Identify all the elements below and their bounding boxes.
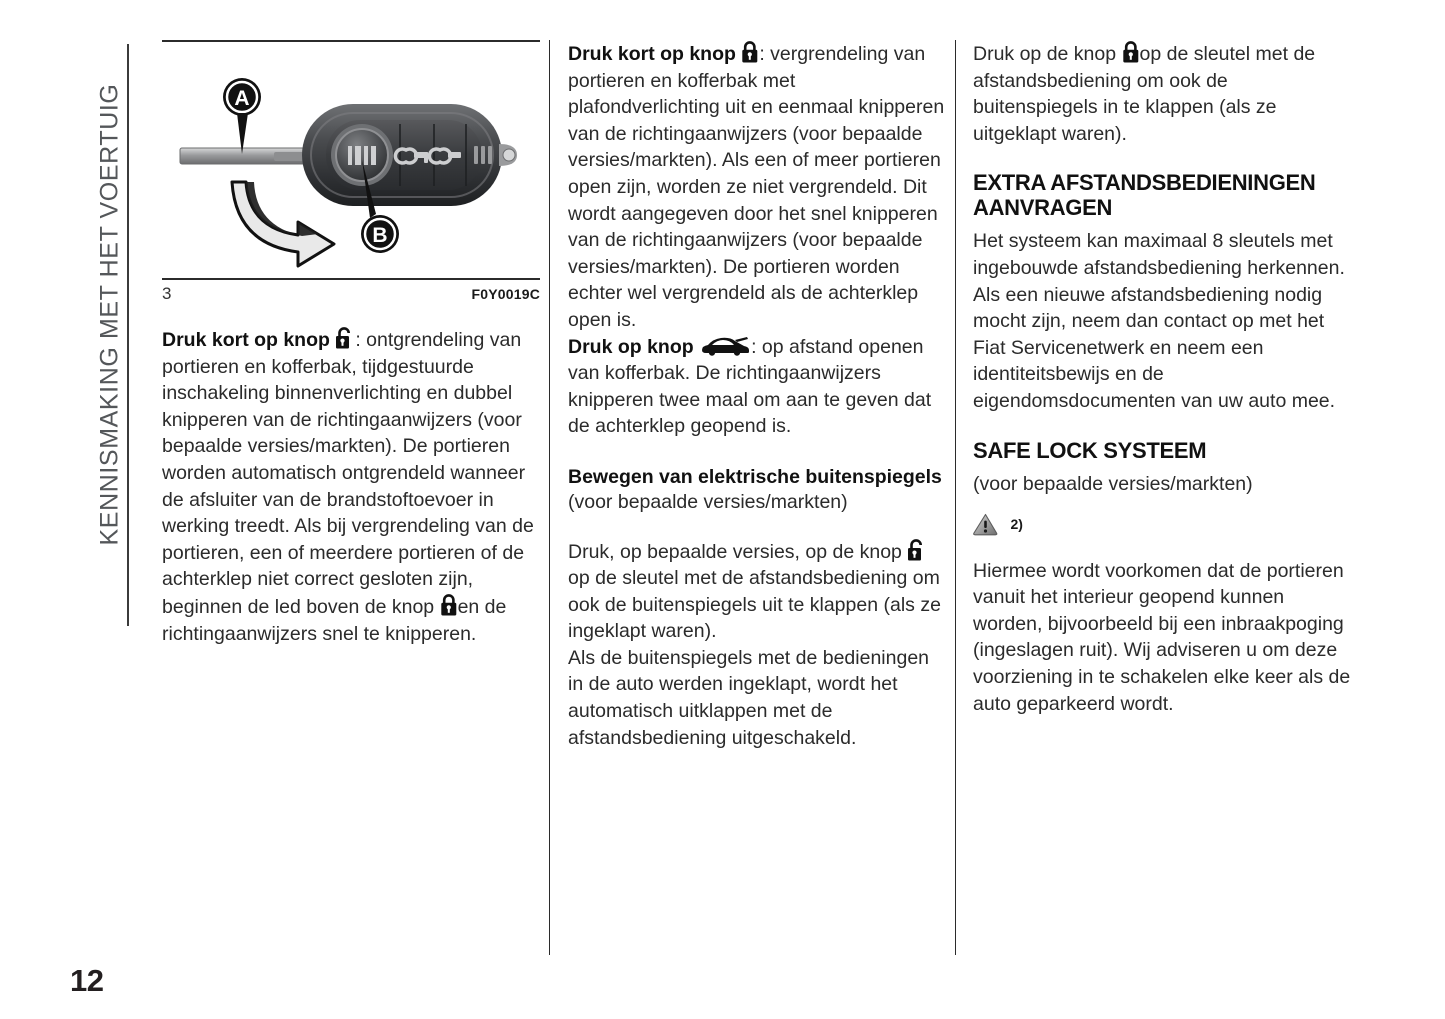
callout-b-label: B [372, 224, 388, 247]
col2-body-3-after: op de sleutel met de afstandsbediening om ook de buitenspiegels uit te klappen (als ze ingeklapt waren). [568, 567, 941, 643]
col2-paragraph-1 [568, 40, 946, 334]
col2-paragraph-2 [568, 334, 946, 440]
chapter-tab-label: KENNISMAKING MET HET VOERTUIG [95, 83, 124, 546]
col2-body-3-before: Druk, op bepaalde versies, op de knop [568, 540, 902, 563]
col3-section-heading-2-note: (voor bepaalde versies/markten) [973, 473, 1253, 496]
figure-image [162, 42, 540, 278]
col2-lead-1: Druk kort op knop [568, 43, 736, 65]
col3-section-heading-1: EXTRA AFSTANDSBEDIENINGEN AANVRAGEN [973, 170, 1316, 220]
col3-section-heading-2: SAFE LOCK SYSTEEM [973, 437, 1207, 463]
figure-3 [162, 40, 540, 304]
unlock-icon [335, 326, 355, 350]
figure-caption [162, 280, 540, 304]
col2-subheading: Bewegen van elektrische buitenspiegels [568, 465, 942, 488]
col2-body-2: : op afstand openen van kofferbak. De richtingaanwijzers knipperen twee maal om aan te geven dat de achterklep geopend is. [568, 335, 932, 438]
col3-body-1-before: Druk op de knop [973, 43, 1117, 65]
lock-icon [440, 593, 458, 617]
column-divider-2 [955, 40, 956, 955]
col2-subheading-note: (voor bepaalde versies/markten) [568, 490, 848, 513]
col3-body-1-after: op de sleutel met de afstandsbediening om ook de buitenspiegels in te klappen (als ze uitgeklapt waren). [973, 43, 1316, 145]
lock-icon [741, 40, 759, 64]
col2-paragraph-4: Als de buitenspiegels met de bedieningen in de auto werden ingeklapt, wordt het automatisch uitklappen met de afstandsbediening uitgeschakeld. [568, 646, 930, 749]
page-number: 12 [70, 963, 104, 998]
figure-code: F0Y0019C [471, 286, 540, 302]
chapter-tab [0, 0, 140, 1019]
col3-paragraph-2: Het systeem kan maximaal 8 sleutels met ingebouwde afstandsbediening herkennen. Als een nieuwe afstandsbediening nodig mocht zijn, neem dan contact op met het Fiat Servicenetwerk en neem een identiteitsbewijs en de eigendomsdocumenten van uw auto mee. [973, 230, 1345, 412]
rotation-arrow-icon [232, 182, 334, 266]
col2-lead-2: Druk op knop [568, 335, 694, 358]
lock-icon [1122, 40, 1140, 64]
warning-triangle-icon [973, 512, 999, 536]
col1-tail-text: en de richtingaanwijzers snel te knipperen. [162, 595, 507, 645]
column-2 [568, 40, 946, 751]
col2-paragraph-3 [568, 538, 946, 645]
column-1 [162, 40, 540, 647]
car-key-fob-illustration [162, 42, 540, 278]
fob-trunk-glyph [474, 146, 492, 164]
col3-paragraph-3: Hiermee wordt voorkomen dat de portieren vanuit het interieur geopend kunnen worden, bijvoorbeeld bij een inbraakpoging (ingeslagen ruit). Wij adviseren u om deze voorziening in te schakelen elke keer als de auto geparkeerd wordt. [973, 559, 1351, 715]
col1-body-text: : ontgrendeling van portieren en kofferbak, tijdgestuurde inschakeling binnenverlichting en dubbel knipperen van de richtingaanwijzers (voor bepaalde versies/markten). De portieren worden automatisch ontgrendeld wanneer de afsluiter van de brandstoftoevoer in werking treedt. Als bij vergrendeling van de portieren, een of meerdere portieren of de achterklep niet correct gesloten zijn, beginnen de led boven de knop [162, 329, 534, 618]
chapter-tab-rule [127, 44, 129, 626]
unlock-icon [907, 538, 927, 562]
col3-paragraph-1 [973, 40, 1351, 147]
col2-body-1: : vergrendeling van portieren en kofferbak met plafondverlichting uit en eenmaal knipperen van de richtingaanwijzers (voor bepaalde versies/markten). Als een of meer portieren open zijn, worden ze niet vergrendeld. Dit wordt aangegeven door het snel knipperen van de richtingaanwijzers (voor bepaalde versies/markten). De portieren worden echter wel vergrendeld als de achterklep open is. [568, 43, 945, 331]
footnote-reference: 2) [1010, 515, 1023, 532]
trunk-open-icon [699, 334, 751, 356]
figure-number: 3 [162, 284, 172, 303]
col1-paragraph-1 [162, 326, 540, 647]
col1-lead-text: Druk kort op knop [162, 329, 330, 351]
callout-a-label: A [234, 87, 250, 110]
column-3 [973, 40, 1351, 717]
column-divider-1 [549, 40, 550, 955]
warning-row [973, 512, 1351, 536]
